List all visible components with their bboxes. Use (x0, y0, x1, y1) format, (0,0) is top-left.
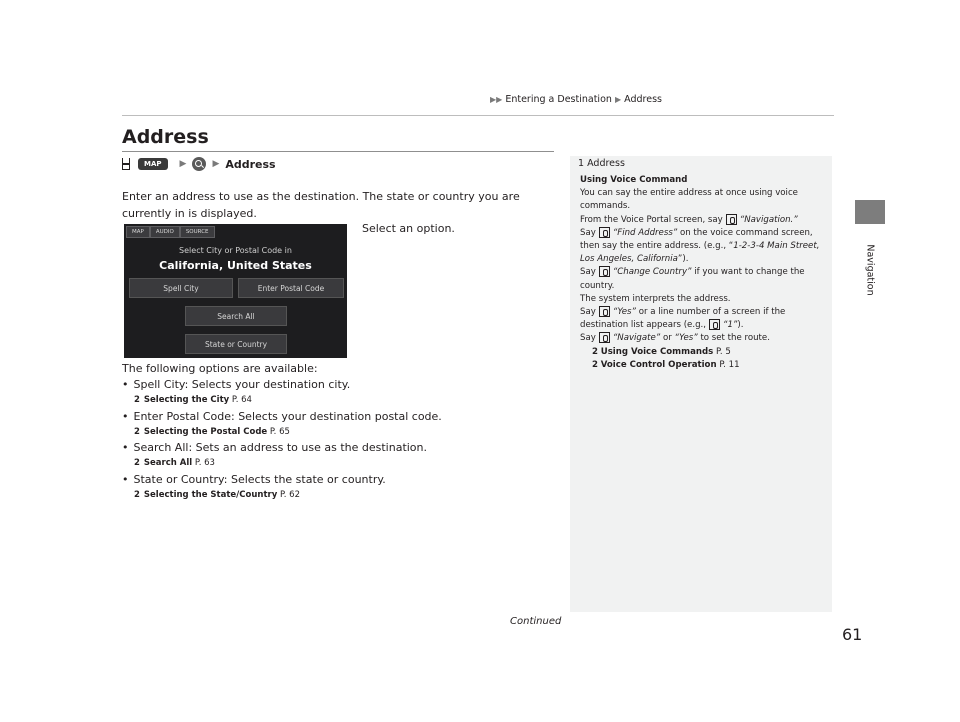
cross-reference[interactable]: 2 Selecting the Postal Code P. 65 (134, 427, 290, 437)
note-header: 1 Address (578, 158, 625, 169)
note-line: The system interprets the address. (580, 293, 731, 304)
reference-icon: 2 (592, 359, 598, 370)
breadcrumb-parent: Entering a Destination (505, 94, 612, 105)
enter-postal-code-button[interactable]: Enter Postal Code (238, 278, 344, 298)
breadcrumb-current: Address (624, 94, 662, 105)
option-item: • Search All: Sets an address to use as the destination. (122, 441, 428, 454)
search-all-button[interactable]: Search All (185, 306, 287, 326)
side-tab-label: Navigation (864, 244, 876, 296)
select-option-text: Select an option. (362, 222, 455, 235)
breadcrumb (490, 94, 662, 105)
nav-screen (124, 224, 347, 358)
operation-path (122, 157, 276, 171)
options-intro: The following options are available: (122, 362, 318, 375)
screen-tab-map[interactable]: MAP (126, 226, 150, 238)
reference-icon: 2 (134, 395, 140, 405)
note-body (580, 174, 826, 372)
state-or-country-button[interactable]: State or Country (185, 334, 287, 354)
reference-icon: 2 (592, 346, 598, 357)
reference-icon: 2 (134, 490, 140, 500)
cross-reference[interactable]: 2 Selecting the City P. 64 (134, 395, 252, 405)
side-tab-marker (855, 200, 885, 224)
talk-button-icon (599, 227, 610, 238)
talk-button-icon (599, 266, 610, 277)
talk-button-icon (599, 306, 610, 317)
arrow-icon: ▶ (212, 159, 220, 169)
map-button-icon: MAP (138, 158, 168, 170)
spell-city-button[interactable]: Spell City (129, 278, 233, 298)
reference-icon: 2 (134, 458, 140, 468)
intro-text: Enter an address to use as the destination. The state or country you are currently in is displayed. (122, 190, 520, 220)
note-line: You can say the entire address at once using voice commands. (580, 188, 798, 212)
title-rule (122, 151, 554, 152)
screen-prompt: Select City or Postal Code in (179, 246, 292, 255)
arrow-icon: ▶▶ (490, 95, 503, 104)
cross-reference[interactable]: 2 Selecting the State/Country P. 62 (134, 490, 300, 500)
option-item: • Enter Postal Code: Selects your destination postal code. (122, 410, 442, 423)
screen-state: California, United States (159, 259, 312, 272)
note-heading: Using Voice Command (580, 175, 688, 185)
reference-icon: 2 (134, 427, 140, 437)
page-title: Address (122, 126, 209, 148)
path-destination: Address (225, 157, 276, 171)
note-cross-reference[interactable]: 2 Voice Control Operation P. 11 (592, 359, 740, 370)
page-number: 61 (842, 625, 863, 644)
note-line: Say “Find Address” on the voice command screen, then say the entire address. (e.g., “1-2-3-4 Main Street, Los Angeles, California”). (580, 227, 820, 265)
side-note (570, 156, 832, 612)
note-line: Say “Navigate” or “Yes” to set the route. (580, 333, 770, 344)
screen-tab-audio[interactable]: AUDIO (150, 226, 180, 238)
option-item: • Spell City: Selects your destination city. (122, 378, 351, 391)
screen-tab-source[interactable]: SOURCE (180, 226, 215, 238)
search-icon (192, 157, 206, 171)
arrow-icon: ▶ (179, 159, 187, 169)
home-icon (122, 158, 130, 170)
talk-button-icon (726, 214, 737, 225)
talk-button-icon (709, 319, 720, 330)
note-line: From the Voice Portal screen, say “Navigation.” (580, 214, 798, 225)
note-line: Say “Yes” or a line number of a screen if the destination list appears (e.g., “1”). (580, 307, 786, 331)
continued-label: Continued (510, 616, 562, 627)
cross-reference[interactable]: 2 Search All P. 63 (134, 458, 215, 468)
note-marker-icon: 1 (578, 158, 585, 169)
option-item: • State or Country: Selects the state or country. (122, 473, 386, 486)
note-line: Say “Change Country” if you want to change the country. (580, 267, 805, 291)
arrow-icon: ▶ (614, 95, 622, 104)
header-rule (122, 115, 834, 116)
talk-button-icon (599, 332, 610, 343)
note-cross-reference[interactable]: 2 Using Voice Commands P. 5 (592, 346, 731, 357)
screen-tabs (126, 226, 215, 238)
